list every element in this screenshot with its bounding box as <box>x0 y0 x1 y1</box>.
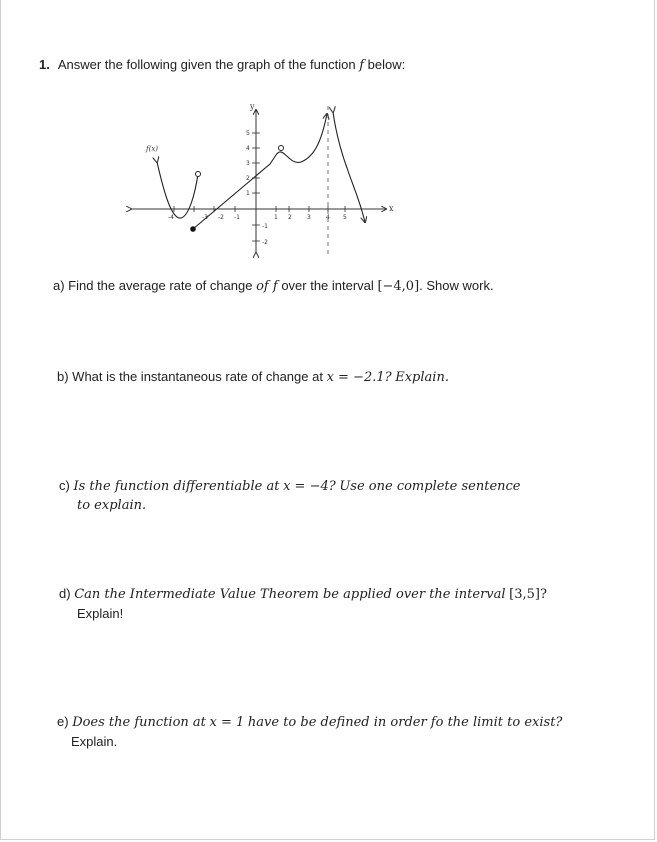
question-text-before: Answer the following given the graph of the function <box>57 57 356 72</box>
open-point <box>279 146 284 151</box>
part-a-interval: [−4,0] <box>377 279 420 294</box>
part-b-prefix: b) What is the instantaneous rate of change at <box>57 369 323 384</box>
part-d-line2: Explain! <box>77 606 124 621</box>
x-tick-label: 2 <box>288 214 292 221</box>
curve-left-piece <box>157 162 198 218</box>
x-tick-label: 1 <box>274 214 278 221</box>
function-label: f(x) <box>146 145 159 153</box>
question-header <box>39 57 405 73</box>
part-e-math: x = 1 <box>209 715 245 730</box>
part-d-line1: Can the Intermediate Value Theorem be applied over the interval <box>74 587 506 602</box>
x-tick-label: 5 <box>343 214 347 221</box>
part-d-interval: [3,5]? <box>509 587 547 602</box>
part-c <box>59 476 520 515</box>
y-tick-label: 2 <box>246 175 250 182</box>
y-axis-label: y <box>250 102 255 111</box>
curve-right-piece <box>333 112 365 222</box>
question-text-after: below: <box>367 57 406 72</box>
part-a <box>53 276 494 296</box>
part-b-math: x = −2.1? <box>326 370 392 385</box>
part-c-math: x = −4? <box>283 479 336 494</box>
y-tick-label: -1 <box>262 223 268 230</box>
y-tick-label: 3 <box>246 160 250 167</box>
part-a-suffix: . Show work. <box>419 278 494 293</box>
closed-point <box>190 226 196 232</box>
part-d-label: d) <box>59 586 71 601</box>
x-tick-label: -4 <box>168 214 174 221</box>
part-e-line2: Explain. <box>71 734 118 749</box>
question-number: 1. <box>39 57 50 72</box>
part-b-suffix: Explain. <box>395 370 449 385</box>
part-e-line1a: Does the function at <box>72 715 206 730</box>
y-tick-label: 4 <box>246 145 250 152</box>
part-a-prefix: a) Find the average rate of change <box>53 278 253 293</box>
part-e <box>57 712 562 751</box>
part-a-middle: over the interval <box>281 278 374 293</box>
y-tick-label: -2 <box>262 239 268 246</box>
x-tick-label: -2 <box>218 214 224 221</box>
part-e-label: e) <box>57 714 69 729</box>
part-c-line1a: Is the function differentiable at <box>73 479 280 494</box>
x-axis-label: x <box>389 204 394 213</box>
part-c-label: c) <box>59 478 70 493</box>
curve-middle-hump <box>276 114 327 162</box>
part-a-of-f: of f <box>256 279 278 294</box>
part-c-line1b: Use one complete sentence <box>339 479 521 494</box>
part-d <box>59 584 547 623</box>
x-tick-label: -3 <box>202 214 208 221</box>
open-point <box>196 172 201 177</box>
y-tick-label: 1 <box>246 190 250 197</box>
function-symbol: f <box>359 58 365 73</box>
y-tick-label: 5 <box>246 130 250 137</box>
x-tick-label: -1 <box>234 214 240 221</box>
part-e-line1b: have to be defined in order fo the limit to exist? <box>247 715 563 730</box>
part-b <box>57 367 449 387</box>
x-tick-label: 3 <box>307 214 311 221</box>
function-graph <box>121 98 406 260</box>
part-c-line2: to explain. <box>77 498 147 513</box>
x-tick-label: 4 <box>326 214 330 221</box>
